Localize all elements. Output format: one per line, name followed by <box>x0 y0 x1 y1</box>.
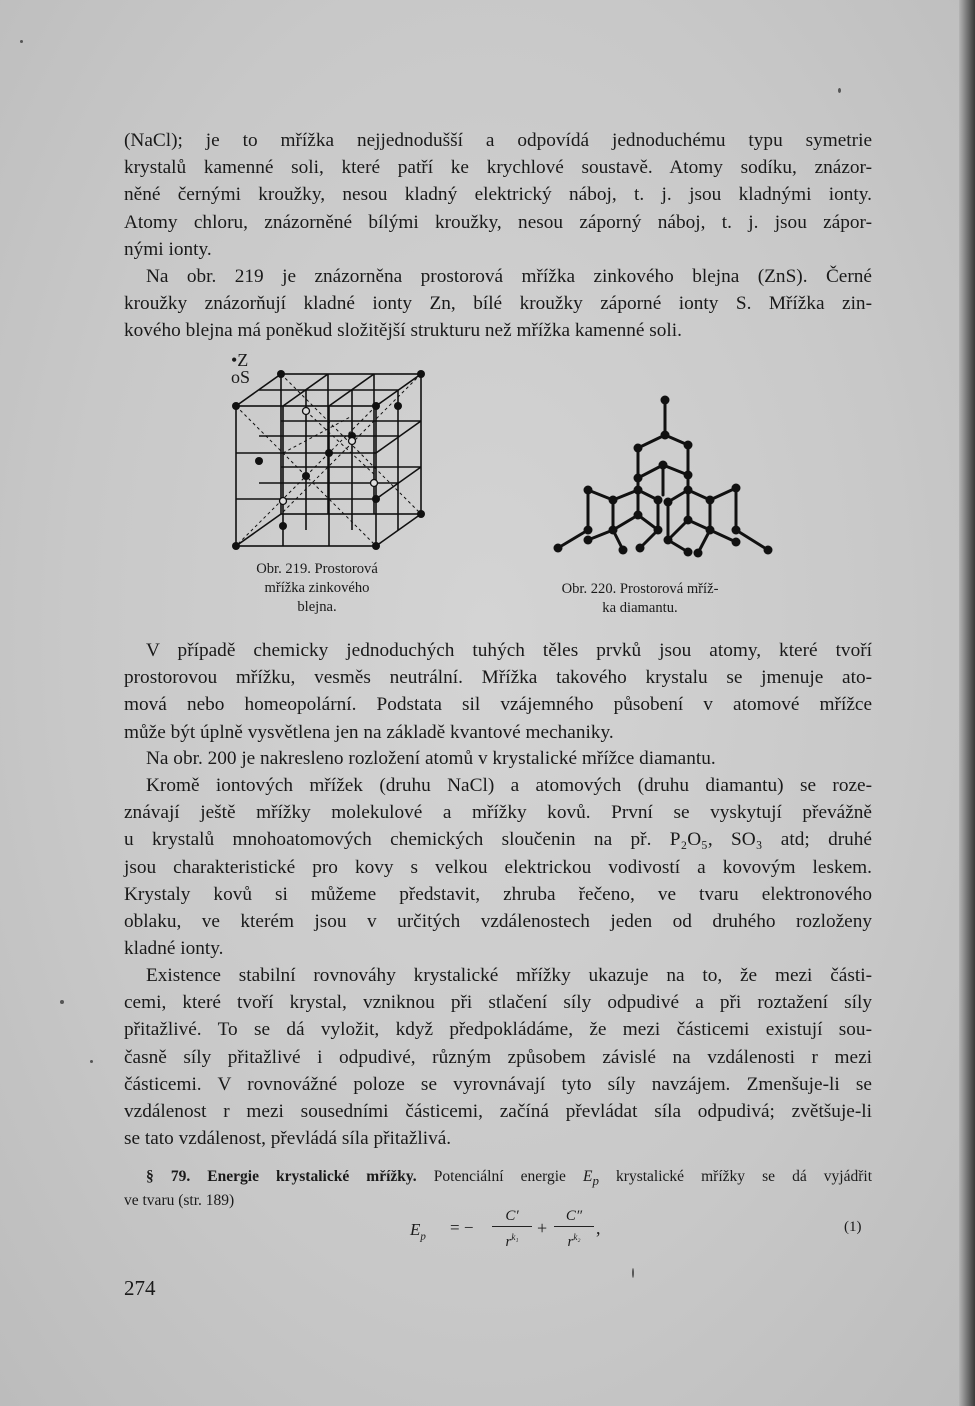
text-line: cemi, které tvoří krystal, vzniknou při stlačení síly odpudivé a při roztažení síly <box>124 992 872 1014</box>
text-line: znávají ještě mřížky molekulové a mřížky kovů. První se vyskytují převážně <box>124 802 872 824</box>
text-line: se tato vzdálenost, převládá síla přitažlivá. <box>124 1128 452 1150</box>
legend-zn: •Z <box>231 350 249 370</box>
text-line: něné černými kroužky, nesou kladný elektrický náboj, t. j. jsou kladnými ionty. <box>124 184 872 206</box>
equation-number: (1) <box>844 1219 862 1235</box>
text-line: jsou charakteristické pro kovy s velkou elektrickou vodivostí a kovovým leskem. <box>124 856 872 878</box>
paragraph-diamond-reference <box>124 745 872 772</box>
equation-lhs <box>410 1220 426 1242</box>
text-line: může být úplně vysvětlena jen na základě kvantové mechaniky. <box>124 721 614 743</box>
text-line: V případě chemicky jednoduchých tuhých těles prvků jsou atomy, které tvoří <box>146 640 872 661</box>
text-line: časně síly přitažlivé i odpudivé, různým způsobem závislé na vzdálenosti r mezi <box>124 1046 872 1068</box>
figure-220-diamond-lattice <box>548 390 788 565</box>
denominator-1 <box>492 1227 532 1252</box>
fraction-2 <box>554 1206 594 1252</box>
scan-speck <box>60 1000 64 1004</box>
figure-219-caption <box>232 560 402 617</box>
caption-line: mřížka zinkového <box>264 580 370 596</box>
section-heading: § 79. Energie krystalické mřížky. <box>146 1168 417 1185</box>
text-line: Kromě iontových mřížek (druhu NaCl) a atomových (druhu diamantu) se roze- <box>146 775 872 796</box>
paragraph-lattice-types <box>124 772 872 962</box>
text-line: prostorovou mřížku, vesměs neutrální. Mřížka takového krystalu se jmenuje ato- <box>124 667 872 689</box>
text-line: Existence stabilní rovnováhy krystalické mřížky ukazuje na to, že mezi části- <box>146 965 872 986</box>
paragraph-atomic-lattice <box>124 637 872 746</box>
caption-line: blejna. <box>297 599 337 615</box>
text-line: částicemi. V rovnovážné poloze se vyrovnávají tyto síly navzájem. Zmenšuje-li se <box>124 1073 872 1095</box>
caption-line: ka diamantu. <box>602 600 678 616</box>
caption-line: Obr. 219. Prostorová <box>256 561 378 577</box>
text-line: Na obr. 200 je nakresleno rozložení atomů v krystalické mřížce diamantu. <box>146 748 716 769</box>
paragraph-nacl <box>124 127 872 263</box>
numerator-1: C′ <box>492 1206 532 1227</box>
scan-speck <box>632 1268 634 1278</box>
text-line: kroužky znázorňují kladné ionty Zn, bílé kroužky záporné ionty S. Mřížka zin- <box>124 293 872 315</box>
den-base: r <box>505 1234 512 1250</box>
scan-speck <box>838 88 841 93</box>
caption-line: Obr. 220. Prostorová mříž- <box>561 581 719 597</box>
paragraph-zns <box>124 263 872 345</box>
text-line: oblaku, ve kterém jsou v určitých vzdálenostech jeden od druhého rozloženy <box>124 911 872 933</box>
text-line: kladné ionty. <box>124 938 224 960</box>
section-79 <box>124 1167 872 1211</box>
equation-equals-minus: = − <box>450 1218 474 1237</box>
book-spine-shadow <box>959 0 975 1406</box>
fraction-1 <box>492 1206 532 1252</box>
text-line: Krystaly kovů si můžeme představit, zhruba řečeno, ve tvaru elektronového <box>124 883 872 905</box>
diamond-diagram <box>548 390 788 565</box>
symbol-e: E <box>583 1168 593 1185</box>
equation-comma: , <box>596 1218 601 1238</box>
page-number: 274 <box>124 1276 156 1300</box>
equation-1 <box>410 1206 640 1254</box>
text-line: Atomy chloru, znázorněné bílými kroužky, nesou záporný náboj, t. j. jsou zápor- <box>124 211 872 233</box>
text-line: přitažlivé. To se dá vyložit, když předpokládáme, že mezi částicemi existují sou- <box>124 1019 872 1041</box>
text-line: u krystalů mnohoatomových chemických sloučenin na př. P₂O₅, SO₃ atd; druhé <box>124 829 872 851</box>
text-line: mová nebo homeopolární. Podstata sil vzájemného působení v atomové mřížce <box>124 694 872 716</box>
scan-speck <box>90 1060 93 1063</box>
text-line: kového blejna má poněkud složitější strukturu než mřížka kamenné soli. <box>124 320 682 342</box>
section-text: Potenciální energie <box>433 1168 566 1185</box>
scan-speck <box>20 40 23 43</box>
section-text: krystalické mřížky se dá vyjádřit <box>616 1168 873 1185</box>
den-exponent: k₁ <box>511 1232 519 1242</box>
legend-s: oS <box>231 367 251 387</box>
text-line: vzdálenost r mezi sousedními částicemi, začíná převládat síla odpudivá; zvětšuje-li <box>124 1101 872 1123</box>
lhs-subscript: p <box>420 1230 426 1243</box>
numerator-2: C″ <box>554 1206 594 1227</box>
denominator-2 <box>554 1227 594 1252</box>
den-base: r <box>567 1234 574 1250</box>
plus-sign: + <box>537 1218 548 1238</box>
den-exponent: k₂ <box>573 1232 581 1242</box>
figure-219-zinc-blende-lattice <box>226 366 436 556</box>
zinc-blende-diagram <box>226 366 436 556</box>
text-line: (NaCl); je to mřížka nejjednodušší a odpovídá jednoduchému typu symetrie <box>124 130 872 151</box>
text-line: krystalů kamenné soli, které patří ke krychlové soustavě. Atomy sodíku, znázor- <box>124 157 872 179</box>
paragraph-equilibrium <box>124 962 872 1152</box>
figure-220-caption <box>540 580 740 618</box>
symbol-sub: p <box>592 1173 599 1189</box>
section-line <box>124 1167 872 1191</box>
lhs-symbol: E <box>410 1220 421 1239</box>
section-line: ve tvaru (str. 189) <box>124 1192 235 1210</box>
text-line: nými ionty. <box>124 238 212 260</box>
text-line: Na obr. 219 je znázorněna prostorová mřížka zinkového blejna (ZnS). Černé <box>146 266 872 287</box>
